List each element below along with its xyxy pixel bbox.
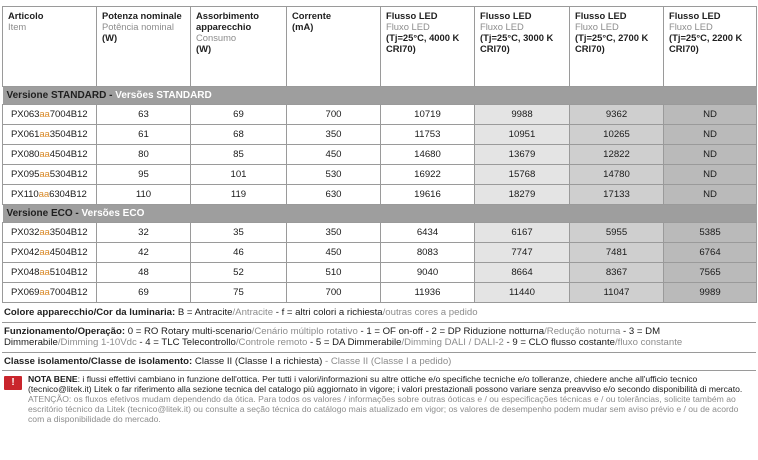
table-cell: 10719 (381, 105, 475, 125)
table-cell: 35 (191, 223, 287, 243)
table-cell: ND (664, 165, 757, 185)
table-cell: 350 (287, 125, 381, 145)
column-header-0: Articolo Item (3, 7, 97, 87)
article-code: PX069aa7004B12 (3, 283, 97, 303)
table-row (3, 105, 757, 125)
column-header-4: Flusso LED Fluxo LED (Tj=25°C, 4000 K CRI70) (381, 7, 475, 87)
section-header: Versione STANDARD - Versões STANDARD (3, 87, 757, 105)
specification-table (2, 6, 757, 303)
notes-area (2, 304, 756, 424)
table-cell: 8367 (570, 263, 664, 283)
table-cell: 13679 (475, 145, 570, 165)
table-cell: 11047 (570, 283, 664, 303)
table-cell: 6167 (475, 223, 570, 243)
table-cell: 450 (287, 145, 381, 165)
article-code: PX110aa6304B12 (3, 185, 97, 205)
column-header-3: Corrente (mA) (287, 7, 381, 87)
table-cell: 52 (191, 263, 287, 283)
table-row (3, 145, 757, 165)
article-code: PX048aa5104B12 (3, 263, 97, 283)
table-cell: 69 (97, 283, 191, 303)
article-code: PX095aa5304B12 (3, 165, 97, 185)
table-cell: 68 (191, 125, 287, 145)
table-row (3, 165, 757, 185)
table-cell: 16922 (381, 165, 475, 185)
table-cell: 9362 (570, 105, 664, 125)
table-cell: 7481 (570, 243, 664, 263)
table-cell: 9988 (475, 105, 570, 125)
table-cell: 6434 (381, 223, 475, 243)
table-cell: 110 (97, 185, 191, 205)
table-row (3, 185, 757, 205)
table-row (3, 263, 757, 283)
table-cell: 17133 (570, 185, 664, 205)
table-cell: 8664 (475, 263, 570, 283)
column-header-1: Potenza nominale Potência nominal (W) (97, 7, 191, 87)
table-cell: 510 (287, 263, 381, 283)
table-cell: 11936 (381, 283, 475, 303)
table-cell: 15768 (475, 165, 570, 185)
column-header-7: Flusso LED Fluxo LED (Tj=25°C, 2200 K CRI70) (664, 7, 757, 87)
table-cell: 18279 (475, 185, 570, 205)
table-cell: ND (664, 125, 757, 145)
table-cell: 7747 (475, 243, 570, 263)
article-code: PX032aa3504B12 (3, 223, 97, 243)
table-cell: 9989 (664, 283, 757, 303)
table-cell: 80 (97, 145, 191, 165)
table-cell: 10951 (475, 125, 570, 145)
article-code: PX042aa4504B12 (3, 243, 97, 263)
insulation-class-note: Classe isolamento/Classe de isolamento: Classe II (Classe I a richiesta) - Classe II (Classe I a pedido) (2, 353, 756, 372)
table-row (3, 243, 757, 263)
insulation-label-pt: Classe de isolamento (90, 355, 190, 367)
table-cell: 14780 (570, 165, 664, 185)
table-cell: 119 (191, 185, 287, 205)
color-note: Colore apparecchio/Cor da luminaria: B = Antracite/Antracite - f = altri colori a richiesta/outras cores a pedido (2, 304, 756, 323)
table-cell: 10265 (570, 125, 664, 145)
table-cell: 630 (287, 185, 381, 205)
table-cell: 9040 (381, 263, 475, 283)
table-cell: 101 (191, 165, 287, 185)
table-cell: 8083 (381, 243, 475, 263)
table-cell: 61 (97, 125, 191, 145)
table-cell: 350 (287, 223, 381, 243)
table-cell: 5955 (570, 223, 664, 243)
table-cell: 11440 (475, 283, 570, 303)
warning-icon: ! (4, 376, 22, 390)
operation-label-pt: Operação (77, 325, 122, 337)
column-header-5: Flusso LED Fluxo LED (Tj=25°C, 3000 K CRI70) (475, 7, 570, 87)
table-row (3, 125, 757, 145)
column-header-6: Flusso LED Fluxo LED (Tj=25°C, 2700 K CRI70) (570, 7, 664, 87)
table-cell: 6764 (664, 243, 757, 263)
article-code: PX061aa3504B12 (3, 125, 97, 145)
table-cell: ND (664, 105, 757, 125)
nota-bene-text: NOTA BENE: i flussi effettivi cambiano in funzione dell'ottica. Per tutti i valori/informazioni su altre ottiche e/o specifiche tecniche e/o tolleranze, chiedere anche all'ufficio tecnico (tecnico@litek.it) Litek o far riferimento alla sezione tecnica del catalogo più aggiornato in vigore; i valori prestazionali possono variare senza preavviso e/o secondo disponibilità di mercato. ATENÇÃO: os fluxos efetivos mudam dependendo da ótica. Para todos os valores / informações sobre outras óoticas e / ou especificações técnicas e / ou tolerâncias, solicite também ao escritório técnico da Litek (tecnico@litek.it) ou consulte a seção técnica do catálogo mais atualizado em vigor; os valores de desempenho podem mudar sem aviso prévio e / ou de acordo com a disponibilidade do mercado. (28, 374, 743, 424)
table-cell: 46 (191, 243, 287, 263)
table-cell: 11753 (381, 125, 475, 145)
table-cell: 42 (97, 243, 191, 263)
table-cell: 14680 (381, 145, 475, 165)
table-cell: 19616 (381, 185, 475, 205)
table-cell: 450 (287, 243, 381, 263)
table-cell: 69 (191, 105, 287, 125)
table-cell: 12822 (570, 145, 664, 165)
table-cell: 63 (97, 105, 191, 125)
table-cell: 85 (191, 145, 287, 165)
section-header: Versione ECO - Versões ECO (3, 205, 757, 223)
table-cell: 530 (287, 165, 381, 185)
table-row (3, 223, 757, 243)
table-cell: 7565 (664, 263, 757, 283)
table-cell: 5385 (664, 223, 757, 243)
table-cell: 700 (287, 283, 381, 303)
table-cell: ND (664, 145, 757, 165)
table-cell: 32 (97, 223, 191, 243)
article-code: PX080aa4504B12 (3, 145, 97, 165)
operation-note: Funzionamento/Operação: 0 = RO Rotary multi-scenario/Cenário múltiplo rotativo - 1 = OF on-off - 2 = DP Riduzione notturna/Redução noturna - 3 = DM Dimmerabile/Dimming 1-10Vdc - 4 = TLC Telecontrollo/Controle remoto - 5 = DA Dimmerabile/Dimming DALI / DALI-2 - 9 = CLO flusso costante/fluxo constante (2, 323, 756, 353)
table-cell: 700 (287, 105, 381, 125)
column-header-2: Assorbimento apparecchio Consumo (W) (191, 7, 287, 87)
table-header-row (3, 7, 757, 87)
table-cell: ND (664, 185, 757, 205)
operation-label-it: Funzionamento (4, 325, 75, 337)
article-code: PX063aa7004B12 (3, 105, 97, 125)
color-label-it: Colore apparecchio (4, 307, 94, 318)
table-row (3, 283, 757, 303)
table-cell: 75 (191, 283, 287, 303)
table-cell: 95 (97, 165, 191, 185)
insulation-label-it: Classe isolamento (4, 355, 89, 367)
nota-bene-box (2, 371, 756, 424)
table-cell: 48 (97, 263, 191, 283)
color-label-pt: Cor da luminaria (96, 307, 172, 318)
